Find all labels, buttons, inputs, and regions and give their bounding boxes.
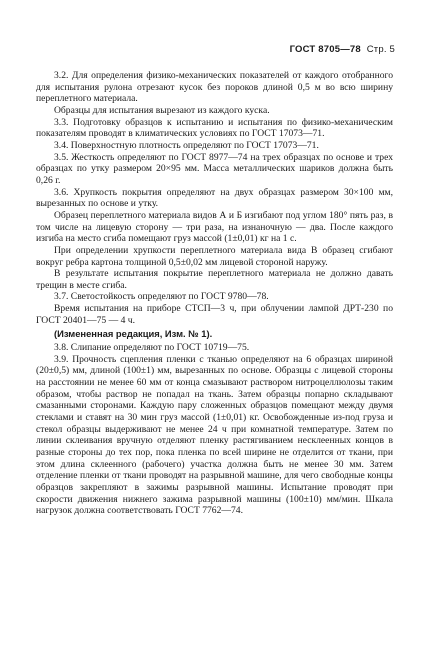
paragraph: 3.8. Слипание определяют по ГОСТ 10719—75. bbox=[54, 342, 250, 354]
paragraph: 3.9. Прочность сцепления пленки с тканью определяют на 6 образцах шириной (20±0,5) мм, длиной (100±1) мм, вырезанных по основе. Образцы с лицевой стороны на расстоянии не менее 60 мм от конца смазывают раствором нитроцеллюлозы таким образом, чтобы раствор не попадал на ткань. Затем образцы попарно складывают смазанными сторонами. Каждую пару сложенных образцов помещают между двумя стеклами и ставят на 30 мин груз массой (1±0,01) кг. Освобожденные из-под груза и стекол образцы выдерживают не менее 24 ч при комнатной температуре. Затем по линии склеивания вручную отделяют пленку растягиванием несклеенных концов в разные стороны до тех пор, пока пленка по всей ширине не отделится от ткани, при этом длина склеенного (рабочего) участка должна быть не менее 30 мм. Затем отделение пленки от ткани проводят на разрывной машине, для чего свободные концы образцов закрепляют в зажимы разрывной машины. Испытание проводят при скорости движения нижнего зажима разрывной машины (100±10) мм/мин. Шкала нагрузок должна соответствовать ГОСТ 7762—74. bbox=[36, 353, 393, 517]
paragraph: 3.6. Хрупкость покрытия определяют на двух образцах размером 30×100 мм, вырезанных по основе и утку. bbox=[36, 186, 393, 210]
document-body bbox=[36, 70, 393, 517]
paragraph: 3.5. Жесткость определяют по ГОСТ 8977—74 на трех образцах по основе и трех образцах по утку размером 20×95 мм. Масса металлических шариков должна быть 0,26 г. bbox=[36, 151, 393, 186]
paragraph: При определении хрупкости переплетного материала вида В образец сгибают вокруг ребра картона толщиной 0,5±0,02 мм лицевой стороной наружу. bbox=[36, 244, 393, 268]
paragraph: 3.7. Светостойкость определяют по ГОСТ 9780—78. bbox=[54, 291, 269, 303]
paragraph: Образец переплетного материала видов А и Б изгибают под углом 180° пять раз, в том числе на лицевую сторону — три раза, на изнаночную — два. После каждого изгиба на место сгиба помещают груз массой (1±0,01) кг на 1 с. bbox=[36, 209, 393, 245]
page-header bbox=[290, 44, 395, 55]
paragraph: Образцы для испытания вырезают из каждого куска. bbox=[54, 104, 270, 116]
paragraph: 3.4. Поверхностную плотность определяют по ГОСТ 17073—71. bbox=[54, 139, 319, 151]
amendment-note: (Измененная редакция, Изм. № 1). bbox=[54, 328, 213, 340]
paragraph: В результате испытания покрытие переплетного материала не должно давать трещин в месте сгиба. bbox=[36, 268, 393, 291]
paragraph: 3.2. Для определения физико-механических показателей от каждого отобранного для испытания рулона отрезают кусок без пороков длиной 0,5 м во всю ширину переплетного материала. bbox=[36, 70, 393, 105]
standard-number: ГОСТ 8705—78 bbox=[289, 44, 361, 55]
paragraph: 3.3. Подготовку образцов к испытанию и испытания по физико-механическим показателям проводят в климатических условиях по ГОСТ 17073—71. bbox=[36, 116, 393, 140]
paragraph: Время испытания на приборе СТСП—3 ч, при облучении лампой ДРТ-230 по ГОСТ 20401—75 — 4 ч. bbox=[36, 303, 393, 326]
page-number: Стр. 5 bbox=[366, 44, 395, 55]
